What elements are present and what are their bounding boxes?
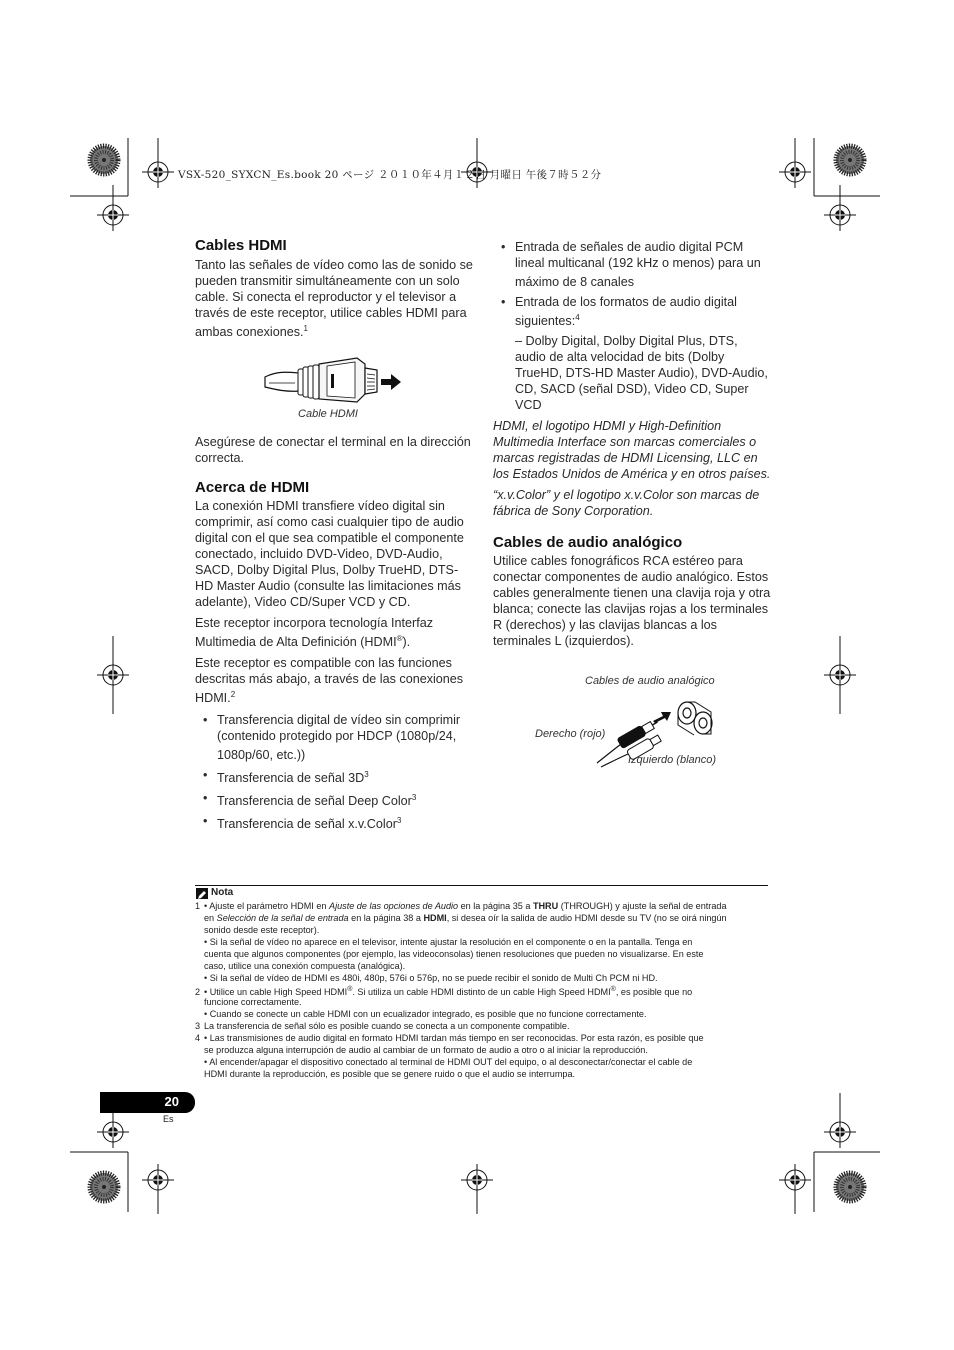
- note-line: se produzca alguna interrupción de audio al cambiar de un formato de audio a otro o al iniciar la reproducción.: [204, 1045, 648, 1055]
- note-number: 4: [195, 1033, 201, 1043]
- figure-caption: Cables de audio analógico: [585, 675, 715, 687]
- note-line: 4 • Las transmisiones de audio digital en formato HDMI tardan más tiempo en ser reconocidas. Por esta razón, es posible que: [195, 1033, 704, 1043]
- note-line: cuenta que algunos componentes (por ejemplo, las videoconsolas) tienen resoluciones que pueden no visualizarse. En este: [204, 949, 704, 959]
- note-line: 1 • Ajuste el parámetro HDMI en Ajuste de las opciones de Audio en la página 35 a THRU (THROUGH) y ajuste la señal de entrada: [195, 901, 727, 911]
- paragraph: La conexión HDMI transfiere vídeo digital sin comprimir, así como casi cualquier tipo de audio digital con el que sea compatible el componente conectado, incluido DVD-Video, DVD-Audio, SACD, Dolby Digital Plus, Dolby TrueHD, DTS-HD Master Audio (consulte las limitaciones más adelante), Video CD/Super VCD y CD.: [195, 499, 464, 610]
- page-number-badge: [100, 1092, 195, 1113]
- note-number: 3: [195, 1021, 201, 1031]
- paragraph: Este receptor incorpora tecnología Interfaz Multimedia de Alta Definición (HDMI®).: [195, 616, 434, 650]
- note-number: 2: [195, 987, 201, 998]
- note-line: sonido desde este receptor).: [204, 925, 320, 935]
- list-item: • Transferencia de señal x.v.Color$^3$: [203, 814, 402, 832]
- paragraph: Este receptor es compatible con las funciones descritas más abajo, a través de las conexiones HDMI.$^2$: [195, 656, 464, 706]
- right-column: [493, 239, 771, 654]
- list-item: • Transferencia digital de vídeo sin comprimir (contenido protegido por HDCP (1080p/24, 1080p/60, etc.)): [203, 712, 461, 762]
- trademark-notice: HDMI, el logotipo HDMI y High-Definition Multimedia Interface son marcas comerciales o marcas registradas de HDMI Licensing, LLC en los Estados Unidos de América y en otros países.: [493, 419, 771, 482]
- notes-divider: [195, 885, 768, 886]
- note-number: 1: [195, 901, 201, 911]
- feature-list: [195, 712, 473, 833]
- hdmi-cable-illustration: [195, 346, 473, 408]
- heading-cables-audio-analogico: Cables de audio analógico: [493, 534, 683, 552]
- formats-list: – Dolby Digital, Dolby Digital Plus, DTS, audio de alta velocidad de bits (Dolby TrueHD, DTS-HD Master Audio), DVD-Audio, CD, SACD (señal DSD), Video CD, Super VCD: [515, 334, 768, 413]
- list-item: • Entrada de los formatos de audio digital siguientes:$^4$: [501, 295, 737, 329]
- left-column: [195, 238, 473, 836]
- feature-list: [493, 239, 771, 329]
- note-line: 3 La transferencia de señal sólo es posible cuando se conecta a un componente compatible.: [195, 1021, 570, 1031]
- print-file-info: VSX-520_SYXCN_Es.book 20 ページ ２０１０年４月１２日 月曜日 午後７時５２分: [178, 169, 602, 181]
- language-code: Es: [163, 1114, 174, 1124]
- note-line: • Si la señal de vídeo no aparece en el televisor, intente ajustar la resolución en el componente o en la pantalla. Tenga en: [204, 937, 693, 947]
- list-item: • Transferencia de señal $3D^3$: [203, 767, 369, 785]
- note-line: caso, utilice una conexión compuesta (analógica).: [204, 961, 406, 971]
- figure-label-left: Izquierdo (blanco): [628, 754, 717, 766]
- note-line: • Si la señal de vídeo de HDMI es 480i, 480p, 576i o 576p, no se puede recibir el sonido de Multi Ch PCM ni HD.: [204, 973, 658, 983]
- page-number: 20: [164, 1094, 179, 1109]
- note-line: funcione correctamente.: [204, 997, 302, 1007]
- note-line: en Selección de la señal de entrada en la página 38 a HDMI, si desea oír la salida de audio HDMI desde su TV (no se oirá ningún: [204, 913, 727, 923]
- rca-cable-illustration: [595, 695, 725, 770]
- trademark-notice: “x.v.Color” y el logotipo x.v.Color son marcas de fábrica de Sony Corporation.: [493, 488, 760, 519]
- note-line: 2 • Utilice un cable High Speed HDMI®. Si utiliza un cable HDMI distinto de un cable High Speed HDMI®, es posible que no: [195, 986, 693, 998]
- heading-acerca-hdmi: Acerca de HDMI: [195, 479, 310, 497]
- paragraph: Tanto las señales de vídeo como las de sonido se pueden transmitir simultáneamente con un solo cable. Si conecta el reproductor y el televisor a través de este receptor, utilice cables HDMI para ambas conexiones.$^1$: [195, 258, 473, 340]
- note-line: • Cuando se conecte un cable HDMI con un ecualizador integrado, es posible que no funcione correctamente.: [204, 1009, 647, 1019]
- paragraph: Asegúrese de conectar el terminal en la dirección correcta.: [195, 435, 471, 466]
- note-line: HDMI durante la reproducción, es posible que se genere ruido o que el audio se interrumpa.: [204, 1069, 576, 1079]
- figure-caption: Cable HDMI: [298, 408, 358, 421]
- notes-title: Nota: [211, 887, 234, 898]
- note-line: • Al encender/apagar el dispositivo conectado al terminal de HDMI OUT del equipo, o al desconectar/conectar el cable de: [204, 1057, 693, 1067]
- list-item: • Entrada de señales de audio digital PCM lineal multicanal (192 kHz o menos) para un máximo de 8 canales: [501, 240, 761, 290]
- note-icon: [196, 888, 208, 899]
- list-item: • Transferencia de señal Deep Color$^3$: [203, 790, 417, 809]
- heading-cables-hdmi: Cables HDMI: [195, 237, 287, 254]
- figure-label-right: Derecho (rojo): [535, 728, 606, 740]
- paragraph: Utilice cables fonográficos RCA estéreo para conectar componentes de audio analógico. Estos cables generalmente tienen una clavija roja y otra blanca; conecte las clavijas rojas a los terminales R (derechos) y las clavijas blancas a los terminales L (izquierdos).: [493, 554, 771, 649]
